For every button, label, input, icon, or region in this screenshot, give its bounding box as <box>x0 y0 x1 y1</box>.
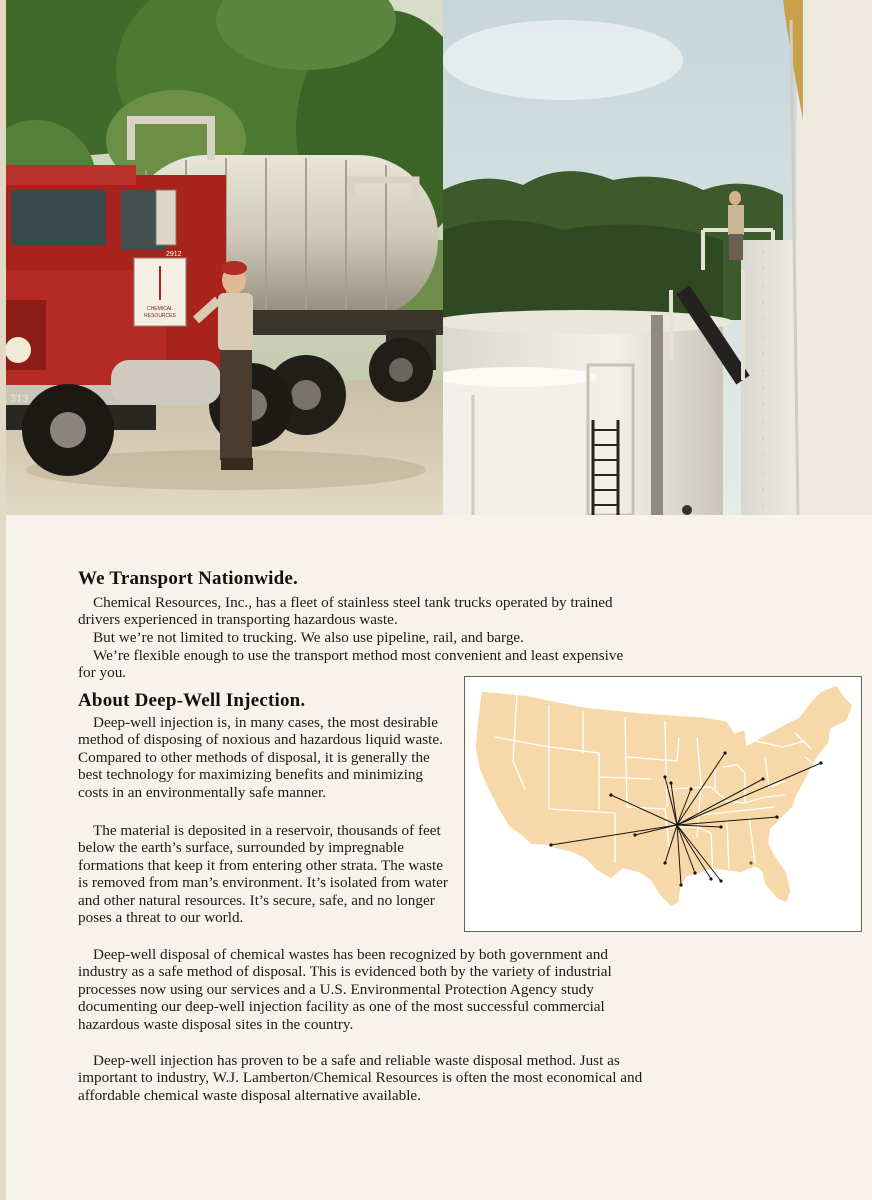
route-endpoint <box>709 877 712 880</box>
route-endpoint <box>775 815 778 818</box>
route-endpoint <box>679 883 682 886</box>
injection-heading: About Deep-Well Injection. <box>78 690 306 711</box>
us-mainland-outline <box>475 685 853 907</box>
route-endpoint <box>761 777 764 780</box>
route-endpoint <box>609 793 612 796</box>
injection-paragraph-4: Deep-well injection has proven to be a safe and reliable waste disposal method. Just as important to industry, W.J. Lamberton/Chemical Resources is often the most economical and affordable chemical waste disposal alternative available. <box>78 1052 643 1104</box>
route-endpoint <box>689 787 692 790</box>
transport-heading: We Transport Nationwide. <box>78 568 298 589</box>
svg-text:RESOURCES: RESOURCES <box>144 313 176 319</box>
transport-paragraph-3: We’re flexible enough to use the transport method most convenient and least expensive for you. <box>78 647 624 682</box>
route-endpoint <box>819 761 822 764</box>
route-endpoint <box>663 861 666 864</box>
us-routes-map <box>464 676 862 932</box>
injection-paragraph-2: The material is deposited in a reservoir, thousands of feet below the earth’s surface, surrounded by impregnable formations that keep it from entering other strata. The waste is removed from man’s environment. It’s isolated from water and other natural resources. It’s secure, safe, and no longer poses a threat to our world. <box>78 822 448 927</box>
tank-truck-photo <box>6 0 443 515</box>
transport-paragraph-1: Chemical Resources, Inc., has a fleet of stainless steel tank trucks operated by trained drivers experienced in transporting hazardous waste. <box>78 594 613 629</box>
route-endpoint <box>719 825 722 828</box>
route-endpoint <box>719 879 722 882</box>
route-endpoint <box>693 871 696 874</box>
svg-text:2912: 2912 <box>166 251 182 258</box>
route-endpoint <box>669 781 672 784</box>
route-endpoint <box>663 775 666 778</box>
storage-tanks-photo <box>443 0 872 515</box>
route-endpoint <box>723 751 726 754</box>
transport-paragraph-2: But we’re not limited to trucking. We also use pipeline, rail, and barge. <box>93 629 524 646</box>
svg-text:313: 313 <box>10 393 29 405</box>
injection-paragraph-1: Deep-well injection is, in many cases, the most desirable method of disposing of noxious and hazardous liquid waste. Compared to other methods of disposal, it is generally the best technology for maximizing benefits and minimizing costs in an environmentally safe manner. <box>78 714 443 801</box>
route-endpoint <box>549 843 552 846</box>
us-map-svg <box>465 677 861 931</box>
svg-text:CHEMICAL: CHEMICAL <box>147 306 173 312</box>
route-endpoint <box>633 833 636 836</box>
injection-paragraph-3: Deep-well disposal of chemical wastes has been recognized by both government and industry as a safe method of disposal. This is evidenced both by the variety of industrial processes now using our services and a U.S. Environmental Protection Agency study documenting our deep-well injection facility as one of the most successful commercial hazardous waste disposal sites in the country. <box>78 946 612 1033</box>
